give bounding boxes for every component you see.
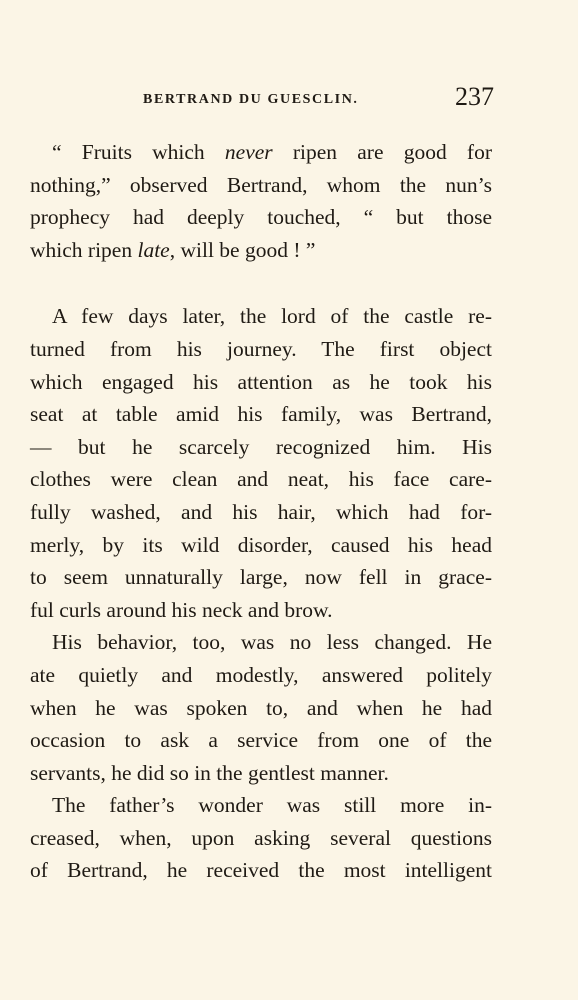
text-line: creased, when, upon asking several questions — [30, 825, 492, 850]
paragraph-gap — [30, 266, 492, 300]
text-line: “ Fruits which never ripen are good for — [52, 140, 492, 164]
page-number: 237 — [455, 82, 494, 111]
text-line: ful curls around his neck and brow. — [30, 597, 333, 622]
paragraph-4 — [30, 789, 492, 887]
paragraph-3 — [30, 626, 492, 789]
text-line: His behavior, too, was no less changed. He — [52, 630, 492, 655]
body-text — [30, 136, 492, 887]
text-line: seat at table amid his family, was Bertrand, — [30, 402, 492, 427]
text-line: prophecy had deeply touched, “ but those — [30, 205, 492, 230]
text-line: fully washed, and his hair, which had for- — [30, 499, 492, 524]
text-line: servants, he did so in the gentlest manner. — [30, 760, 389, 785]
text-line: turned from his journey. The first object — [30, 336, 492, 361]
emphasis: never — [224, 140, 273, 164]
text-line: when he was spoken to, and when he had — [30, 695, 492, 720]
emphasis: late — [137, 237, 170, 262]
text-line: to seem unnaturally large, now fell in grace- — [30, 565, 492, 590]
paragraph-1 — [30, 136, 492, 266]
text-line: clothes were clean and neat, his face care- — [30, 467, 492, 492]
text-line: ate quietly and modestly, answered politely — [30, 662, 492, 687]
text-line: of Bertrand, he received the most intelligent — [30, 858, 492, 883]
text-line: occasion to ask a service from one of the — [30, 728, 492, 753]
text-line: nothing,” observed Bertrand, whom the nun’s — [30, 172, 492, 197]
text-line: A few days later, the lord of the castle re- — [52, 304, 492, 329]
paragraph-2 — [30, 300, 492, 626]
text-line: The father’s wonder was still more in- — [52, 793, 492, 818]
text-line: which ripen late, will be good ! ” — [30, 237, 316, 262]
text-line: merly, by its wild disorder, caused his head — [30, 532, 492, 557]
page-header — [0, 80, 578, 120]
running-title: BERTRAND DU GUESCLIN. — [143, 92, 359, 107]
text-line: — but he scarcely recognized him. His — [30, 434, 492, 459]
text-line: which engaged his attention as he took his — [30, 369, 492, 394]
